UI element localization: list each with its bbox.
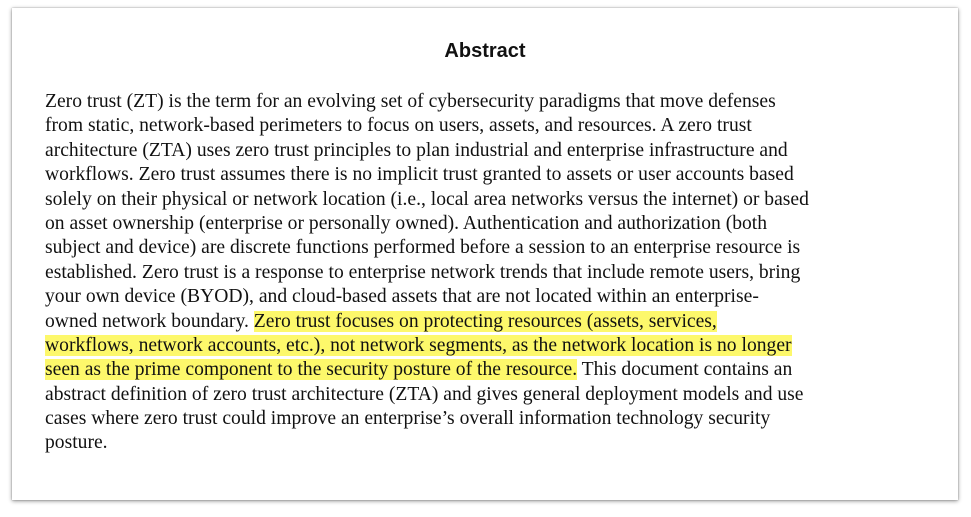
highlighted-text: workflows, network accounts, etc.), not network segments, as the network location is no longer	[45, 334, 792, 356]
paragraph-text: solely on their physical or network location (i.e., local area networks versus the internet) or based	[45, 188, 809, 210]
paragraph-text: on asset ownership (enterprise or personally owned). Authentication and authorization (both	[45, 212, 768, 234]
paragraph-text: subject and device) are discrete functions performed before a session to an enterprise resource is	[45, 237, 801, 259]
paragraph-text: owned network boundary.	[45, 310, 254, 332]
paragraph-text: established. Zero trust is a response to enterprise network trends that include remote users, bring	[45, 261, 801, 283]
document-page	[12, 8, 958, 500]
abstract-paragraph	[45, 90, 925, 456]
paragraph-line	[45, 212, 925, 236]
paragraph-line	[45, 163, 925, 187]
paragraph-text: abstract definition of zero trust architecture (ZTA) and gives general deployment models and use	[45, 383, 804, 405]
paragraph-text: your own device (BYOD), and cloud-based assets that are not located within an enterprise-	[45, 286, 759, 308]
highlighted-text: Zero trust focuses on protecting resources (assets, services,	[253, 310, 717, 332]
paragraph-line	[45, 431, 925, 455]
paragraph-line	[45, 261, 925, 285]
paragraph-text: architecture (ZTA) uses zero trust principles to plan industrial and enterprise infrastructure and	[45, 139, 788, 161]
paragraph-text: workflows. Zero trust assumes there is no implicit trust granted to assets or user accounts based	[45, 164, 794, 186]
paragraph-line	[45, 310, 925, 334]
paragraph-line	[45, 188, 925, 212]
paragraph-text: cases where zero trust could improve an enterprise’s overall information technology security	[45, 408, 771, 430]
abstract-heading: Abstract	[444, 40, 526, 62]
paragraph-line	[45, 114, 925, 138]
paragraph-text: from static, network-based perimeters to focus on users, assets, and resources. A zero trust	[45, 115, 752, 137]
paragraph-line	[45, 285, 925, 309]
paragraph-line	[45, 358, 925, 382]
paragraph-line	[45, 139, 925, 163]
paragraph-line	[45, 383, 925, 407]
paragraph-line	[45, 236, 925, 260]
paragraph-line	[45, 334, 925, 358]
paragraph-line	[45, 90, 925, 114]
paragraph-text: This document contains an	[577, 359, 793, 381]
highlighted-text: seen as the prime component to the security posture of the resource.	[45, 359, 578, 381]
paragraph-text: Zero trust (ZT) is the term for an evolving set of cybersecurity paradigms that move defenses	[45, 91, 776, 112]
paragraph-text: posture.	[45, 432, 108, 454]
paragraph-line	[45, 407, 925, 431]
